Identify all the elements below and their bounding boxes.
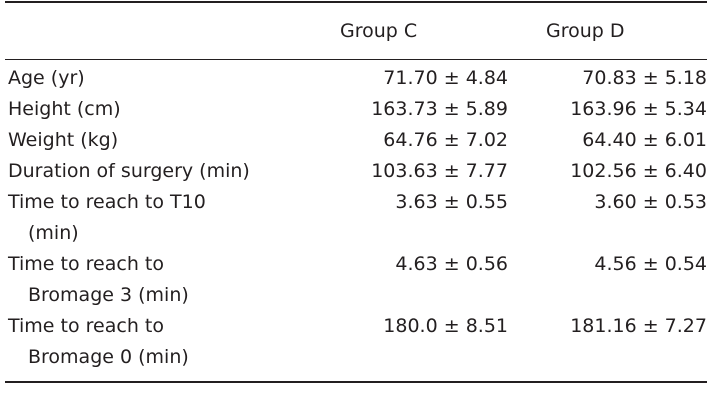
row-label-text: Height (cm) <box>8 98 121 120</box>
table-row <box>5 249 707 311</box>
row-label-continuation: (min) <box>28 222 79 244</box>
row-label-text: Weight (kg) <box>8 129 119 151</box>
cell-group-c: 64.76 ± 7.02 <box>383 129 508 151</box>
cell-group-c: 163.73 ± 5.89 <box>371 98 508 120</box>
cell-group-d: 163.96 ± 5.34 <box>570 98 707 120</box>
row-label-text: Age (yr) <box>8 67 85 89</box>
bottom-rule <box>5 381 707 383</box>
cell-group-c: 3.63 ± 0.55 <box>395 191 508 213</box>
header-group-d: Group D <box>546 20 625 42</box>
row-label-text: Time to reach to <box>8 315 164 337</box>
row-label <box>5 187 305 249</box>
cell-group-c: 103.63 ± 7.77 <box>371 160 508 182</box>
row-label <box>5 60 305 94</box>
row-label <box>5 94 305 125</box>
cell-group-d: 3.60 ± 0.53 <box>594 191 707 213</box>
comparison-table <box>5 3 707 59</box>
cell-group-d: 64.40 ± 6.01 <box>582 129 707 151</box>
header-group-c: Group C <box>340 20 418 42</box>
header-row <box>5 3 707 59</box>
table-row <box>5 187 707 249</box>
table-row <box>5 311 707 381</box>
header-label <box>5 3 305 59</box>
row-label-continuation: Bromage 0 (min) <box>28 346 189 368</box>
cell-group-c: 4.63 ± 0.56 <box>395 253 508 275</box>
row-label-text: Time to reach to T10 <box>8 191 206 213</box>
cell-group-d: 70.83 ± 5.18 <box>582 67 707 89</box>
table-row <box>5 156 707 187</box>
row-label-text: Duration of surgery (min) <box>8 160 250 182</box>
row-label <box>5 249 305 311</box>
cell-group-c: 71.70 ± 4.84 <box>383 67 508 89</box>
row-label-text: Time to reach to <box>8 253 164 275</box>
cell-group-d: 102.56 ± 6.40 <box>570 160 707 182</box>
cell-group-d: 181.16 ± 7.27 <box>570 315 707 337</box>
row-label-continuation: Bromage 3 (min) <box>28 284 189 306</box>
row-label <box>5 125 305 156</box>
table-row <box>5 60 707 94</box>
data-table <box>5 0 707 383</box>
cell-group-d: 4.56 ± 0.54 <box>594 253 707 275</box>
row-label <box>5 156 305 187</box>
table-row <box>5 125 707 156</box>
table-row <box>5 94 707 125</box>
cell-group-c: 180.0 ± 8.51 <box>383 315 508 337</box>
comparison-table-body <box>5 60 707 381</box>
row-label <box>5 311 305 381</box>
